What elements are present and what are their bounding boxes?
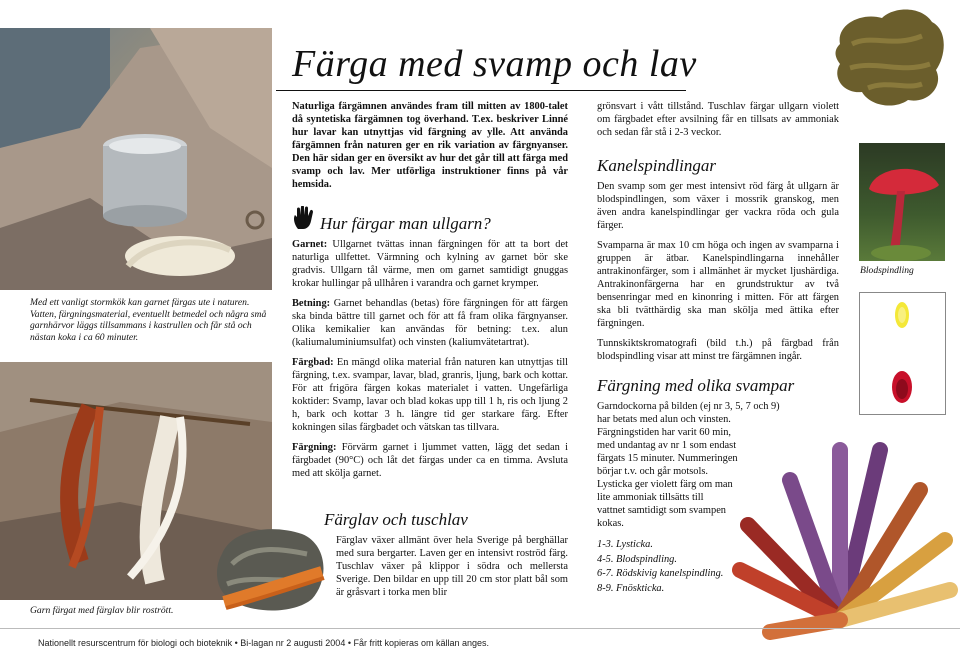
svampar-line: Garndockorna på bilden (ej nr 3, 5, 7 och 9) xyxy=(597,401,780,412)
svampar-line: börjar t.v. och går motsols. xyxy=(597,466,709,477)
blodspindling-photo xyxy=(859,143,945,261)
text-fargbad: En mängd olika material från naturen kan utnyttjas till färgning, t.ex. svampar, lavar, blad, granris, ljung, bark och kottar. För att frigöra färgen kokas materialet i vatten. Ungefärliga koktider: Svamp, lavar och blad kokas upp till 1 h, ris och ljung 2 h, bark och kottar 3 h. längre tid ger starkare färg. Efter kokningen silas färgbadet och vätskan tas tillvara. xyxy=(292,357,568,433)
svampar-line: vattnet samtidigt som svampen xyxy=(597,505,727,516)
photo-lichen-orange-yarn xyxy=(212,524,330,616)
kanel-section xyxy=(597,180,839,370)
heading-svampar: Färgning med olika svampar xyxy=(597,376,795,395)
caption-blodspindling: Blodspindling xyxy=(860,265,914,276)
svampar-line: färgats 15 minuter. Nummeringen xyxy=(597,453,738,464)
svampar-line: med undantag av nr 1 som endast xyxy=(597,440,737,451)
caption-stove: Med ett vanligt stormkök kan garnet färgas ute i naturen. Vatten, färgningsmaterial, eventuellt betmedel och några små garnhärvor läggs tillsammans i kastrullen och får stå och nästan koka i ca 60 minuter. xyxy=(30,297,267,343)
caption-rust-yarn: Garn färgat med färglav blir rostrött. xyxy=(30,605,174,616)
para-garnet xyxy=(292,238,568,290)
label-fargbad: Färgbad: xyxy=(292,357,334,368)
footer-text: Nationellt resurscentrum för biologi och bioteknik • Bi-lagan nr 2 augusti 2004 • Får fritt kopieras om källan anges. xyxy=(38,638,490,648)
para-fargbad xyxy=(292,356,568,434)
tuschlav-continued: grönsvart i vått tillstånd. Tuschlav färgar ullgarn violett om färgbadet efter avsilning får en tillsats av ammoniak och sedan får stå i 2-3 veckor. xyxy=(597,101,839,138)
footer-rule xyxy=(0,628,960,629)
text-fargning: Förvärm garnet i ljummet vatten, lägg det sedan i färgbadet (90°C) och låt det färgas under ca en timma. Avsluta med att skölja garnet. xyxy=(292,442,568,479)
para-betning xyxy=(292,297,568,349)
species-list xyxy=(597,538,723,596)
label-garnet: Garnet: xyxy=(292,239,328,250)
svampar-line: Lysticka ger violett färg om man xyxy=(597,479,733,490)
species-item: 1-3. Lysticka. xyxy=(597,539,653,550)
farglav-text: Färglav växer allmänt över hela Sverige på berghällar med sura bergarter. Laven ger en intensivt roströd färg. Tuschlav växer på klippor i södra och mellersta Sverige. Den bildar en upp till 20 cm stor platt bål som är gråsvart i torka men blir xyxy=(336,535,568,598)
species-item: 8-9. Fnöskticka. xyxy=(597,582,665,594)
label-betning: Betning: xyxy=(292,298,331,309)
species-item: 4-5. Blodspindling. xyxy=(597,553,677,565)
hand-icon xyxy=(292,206,314,230)
text-betning: Garnet behandlas (betas) före färgningen för att färgen ska binda bättre till garnet och för att få fram olika färgnyanser. Olika kemikalier kan användas för betning: t.ex. alun (kaliumaluminiumsulfat) och vinsten (kaliumvätetartrat). xyxy=(292,298,568,348)
page-title: Färga med svamp och lav xyxy=(292,43,697,85)
title-rule xyxy=(276,90,686,91)
svampar-line: lite ammoniak tillsätts till xyxy=(597,492,704,503)
svampar-line: kokas. xyxy=(597,518,624,529)
heading-kanel: Kanelspindlingar xyxy=(597,156,717,175)
heading-farglav: Färglav och tuschlav xyxy=(324,510,468,529)
photo-stove-on-rock xyxy=(0,28,272,290)
heading-how: Hur färgar man ullgarn? xyxy=(320,214,491,233)
how-section xyxy=(292,238,568,487)
yarn-dolls-image xyxy=(730,420,960,640)
intro-text: Naturliga färgämnen användes fram till mitten av 1800-talet då syntetiska färgämnen tog överhand. T.ex. beskriver Linné hur lavar kan utnyttjas vid färgning av ylle. Att använda färgämnen från naturen ger en rik variation av färgnyanser. Den här sidan ger en översikt av hur det går till att färga med svamp och lav. Mer utförliga instruktioner finns på vår hemsida. xyxy=(292,101,568,190)
para-fargning xyxy=(292,441,568,480)
kanel-p3: Tunnskiktskromatografi (bild t.h.) på färgbad från blodspindling visar att minst tre färgämnen ingår. xyxy=(597,338,839,362)
species-item: 6-7. Rödskivig kanelspindling. xyxy=(597,568,724,579)
lichen-image xyxy=(832,4,948,110)
text-garnet: Ullgarnet tvättas innan färgningen för att ta bort det naturliga ullfettet. Värmning och kylning av garnet bör ske gradvis. Ullgarn tål värme, men om garnet samtidigt gnuggas krokar hullingar på ullhåren i varandra och garnet krymper. xyxy=(292,239,568,289)
chromatography-image xyxy=(859,292,946,415)
label-fargning: Färgning: xyxy=(292,442,337,453)
kanel-p1: Den svamp som ger mest intensivt röd färg åt ullgarn är blodspindlingen, som växer i mossrik granskog, men även andra kanelspindlingar ger vackra röda och gula färger. xyxy=(597,181,839,231)
svampar-line: har betats med alun och vinsten. xyxy=(597,414,731,425)
kanel-p2: Svamparna är max 10 cm höga och ingen av svamparna i gruppen är ätbar. Kanelspindlingarna innehåller antrakinonfärger, som i allmänhet är mycket ljushärdiga. Antrakinonfärgerna har en grundstruktur av två bensenringar med en kinonring i mitten. För att färgen ska bli tvätthärdig ska man skölja med ättika efter färgningen. xyxy=(597,240,839,329)
svampar-line: Färgningstiden har varit 60 min, xyxy=(597,427,732,438)
